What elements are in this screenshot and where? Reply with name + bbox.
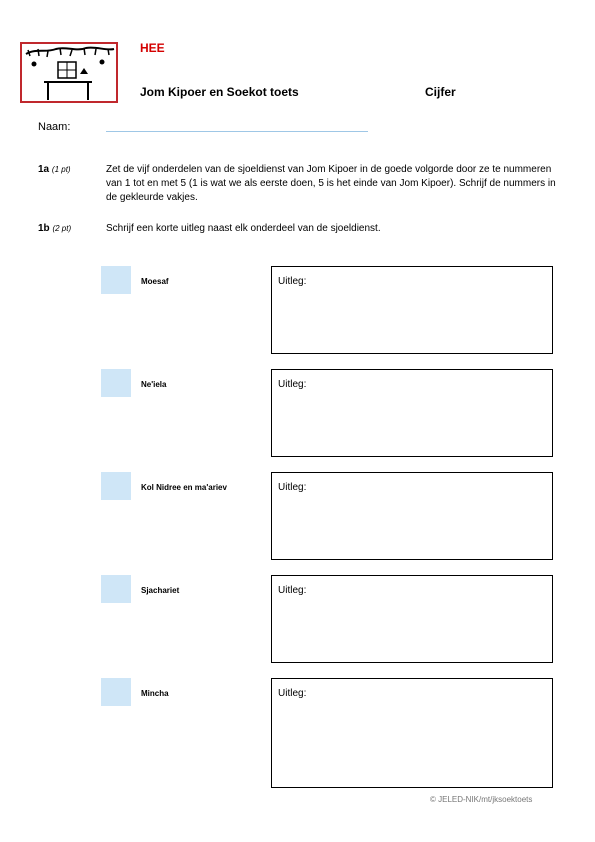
copyright-footer: © JELED-NIK/mt/jksoektoets [430,795,533,804]
part-label: Moesaf [141,277,169,286]
question-number: 1b [38,223,50,234]
explanation-box[interactable] [271,266,553,354]
explanation-box[interactable] [271,472,553,560]
explanation-box[interactable] [271,575,553,663]
test-title: Jom Kipoer en Soekot toets [140,85,299,99]
sukkah-logo [20,42,118,103]
question-points: (2 pt) [52,224,72,233]
question-1b-text: Schrijf een korte uitleg naast elk onderdeel van de sjoeldienst. [106,223,381,234]
order-square-kol-nidree[interactable] [101,472,131,500]
name-field[interactable] [106,131,368,132]
question-1a-text: Zet de vijf onderdelen van de sjoeldienst van Jom Kipoer in de goede volgorde door ze te nummeren van 1 tot en met 5 (1 is wat we als eerste doen, 5 is het einde van Jom Kipoer). Schrijf de nummers in de gekleurde vakjes. [106,164,556,203]
question-1a-number [38,164,71,175]
name-label: Naam: [38,121,71,133]
order-square-mincha[interactable] [101,678,131,706]
order-square-neiela[interactable] [101,369,131,397]
order-square-moesaf[interactable] [101,266,131,294]
question-number: 1a [38,164,50,175]
part-label: Ne'ielа [141,380,167,389]
order-square-sjachariet[interactable] [101,575,131,603]
part-label: Kol Nidree en ma'ariev [141,483,227,492]
part-label: Mincha [141,689,169,698]
explanation-label: Uitleg: [278,585,307,596]
explanation-label: Uitleg: [278,482,307,493]
explanation-label: Uitleg: [278,276,307,287]
explanation-box[interactable] [271,369,553,457]
question-1b-number [38,223,71,234]
brand-label: HEE [140,41,165,55]
explanation-label: Uitleg: [278,379,307,390]
explanation-box[interactable] [271,678,553,788]
part-label: Sjachariet [141,586,180,595]
question-points: (1 pt) [51,165,71,174]
explanation-label: Uitleg: [278,688,307,699]
grade-label: Cijfer [425,85,456,99]
